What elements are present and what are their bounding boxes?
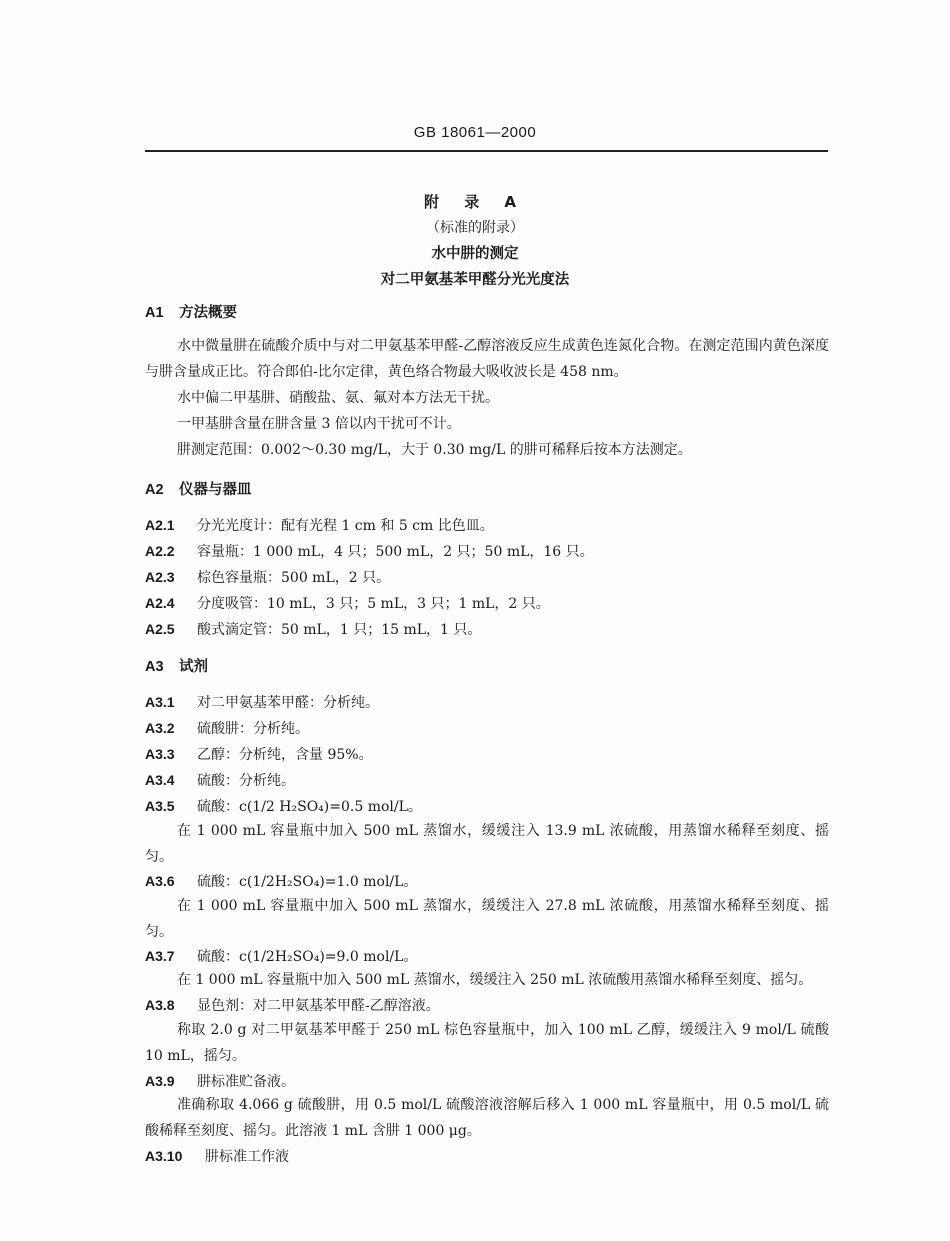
list-item — [145, 616, 829, 643]
item-number: A2.1 — [145, 517, 175, 533]
paragraph: 一甲基肼含量在肼含量 3 倍以内干扰可不计。 — [177, 416, 461, 432]
list-item — [145, 992, 829, 1019]
item-number: A3.6 — [145, 873, 175, 889]
list-item — [145, 538, 829, 565]
item-text: 显色剂：对二甲氨基苯甲醛-乙醇溶液。 — [197, 998, 440, 1014]
list-item — [145, 793, 829, 820]
paragraph: 准确称取 4.066 g 硫酸肼，用 0.5 mol/L 硫酸溶液溶解后移入 1 000 mL 容量瓶中，用 0.5 mol/L 硫酸稀释至刻度、摇匀。此溶液 1 mL 含肼 1 000 μg。 — [145, 1097, 829, 1139]
item-number: A2.5 — [145, 621, 175, 637]
appendix-subject: 水中肼的测定 — [431, 246, 519, 262]
section-number: A1 — [145, 305, 164, 321]
section-a1-heading — [145, 301, 237, 322]
item-text: 容量瓶：1 000 mL，4 只；500 mL，2 只；50 mL，16 只。 — [197, 544, 594, 560]
item-number: A2.4 — [145, 595, 175, 611]
list-item — [145, 564, 829, 591]
paragraph: 肼测定范围：0.002～0.30 mg/L，大于 0.30 mg/L 的肼可稀释后按本方法测定。 — [177, 442, 692, 458]
item-number: A3.5 — [145, 798, 175, 814]
list-item — [145, 741, 829, 768]
item-text: 硫酸：c(1/2 H₂SO₄)=0.5 mol/L。 — [197, 799, 422, 815]
list-item — [145, 1068, 829, 1095]
item-text: 硫酸肼：分析纯。 — [197, 721, 309, 737]
title-block — [0, 190, 950, 293]
list-item — [145, 590, 829, 617]
item-number: A3.1 — [145, 694, 175, 710]
section-a3-heading — [145, 655, 208, 676]
list-item — [145, 1143, 829, 1170]
section-a2-heading — [145, 478, 252, 499]
list-item — [145, 767, 829, 794]
appendix-note: （标准的附录） — [426, 220, 524, 236]
list-item — [145, 715, 829, 742]
section-number: A2 — [145, 482, 164, 498]
standard-code: GB 18061—2000 — [413, 124, 537, 141]
item-text: 肼标准贮备液。 — [197, 1074, 295, 1090]
list-item — [145, 512, 829, 539]
item-number: A3.8 — [145, 997, 175, 1013]
item-number: A3.4 — [145, 772, 175, 788]
appendix-method: 对二甲氨基苯甲醛分光光度法 — [380, 272, 570, 288]
paragraph: 水中微量肼在硫酸介质中与对二甲氨基苯甲醛-乙醇溶液反应生成黄色连氮化合物。在测定范围内黄色深度与肼含量成正比。符合郎伯-比尔定律，黄色络合物最大吸收波长是 458 nm。 — [145, 338, 829, 380]
item-text: 乙醇：分析纯，含量 95%。 — [197, 747, 373, 763]
item-text: 硫酸：分析纯。 — [197, 773, 295, 789]
section-number: A3 — [145, 659, 164, 675]
item-text: 酸式滴定管：50 mL，1 只；15 mL，1 只。 — [197, 622, 482, 638]
item-text: 对二甲氨基苯甲醛：分析纯。 — [197, 695, 379, 711]
section-title: 仪器与器皿 — [179, 482, 252, 498]
item-number: A3.2 — [145, 720, 175, 736]
paragraph: 在 1 000 mL 容量瓶中加入 500 mL 蒸馏水，缓缓注入 13.9 mL 浓硫酸，用蒸馏水稀释至刻度、摇匀。 — [145, 823, 829, 865]
item-text: 棕色容量瓶：500 mL，2 只。 — [197, 570, 391, 586]
list-item — [145, 868, 829, 895]
item-text: 肼标准工作液 — [205, 1149, 289, 1165]
section-title: 试剂 — [179, 659, 208, 675]
paragraph: 水中偏二甲基肼、硝酸盐、氨、氟对本方法无干扰。 — [177, 390, 499, 406]
item-number: A2.3 — [145, 569, 175, 585]
item-text: 硫酸：c(1/2H₂SO₄)=9.0 mol/L。 — [197, 949, 418, 965]
item-number: A3.10 — [145, 1148, 183, 1164]
paragraph: 称取 2.0 g 对二甲氨基苯甲醛于 250 mL 棕色容量瓶中，加入 100 mL 乙醇，缓缓注入 9 mol/L 硫酸 10 mL，摇匀。 — [145, 1022, 829, 1064]
list-item — [145, 943, 829, 970]
section-title: 方法概要 — [179, 305, 237, 321]
header-rule — [145, 150, 828, 152]
item-number: A3.3 — [145, 746, 175, 762]
paragraph: 在 1 000 mL 容量瓶中加入 500 mL 蒸馏水，缓缓注入 250 mL 浓硫酸用蒸馏水稀释至刻度、摇匀。 — [177, 972, 813, 988]
item-number: A2.2 — [145, 543, 175, 559]
appendix-title: 附 录 A — [423, 193, 527, 211]
list-item — [145, 689, 829, 716]
item-text: 分光光度计：配有光程 1 cm 和 5 cm 比色皿。 — [197, 518, 494, 534]
item-number: A3.9 — [145, 1073, 175, 1089]
item-text: 分度吸管：10 mL，3 只；5 mL，3 只；1 mL，2 只。 — [197, 596, 550, 612]
paragraph: 在 1 000 mL 容量瓶中加入 500 mL 蒸馏水，缓缓注入 27.8 mL 浓硫酸，用蒸馏水稀释至刻度、摇匀。 — [145, 898, 829, 940]
item-text: 硫酸：c(1/2H₂SO₄)=1.0 mol/L。 — [197, 874, 418, 890]
item-number: A3.7 — [145, 948, 175, 964]
